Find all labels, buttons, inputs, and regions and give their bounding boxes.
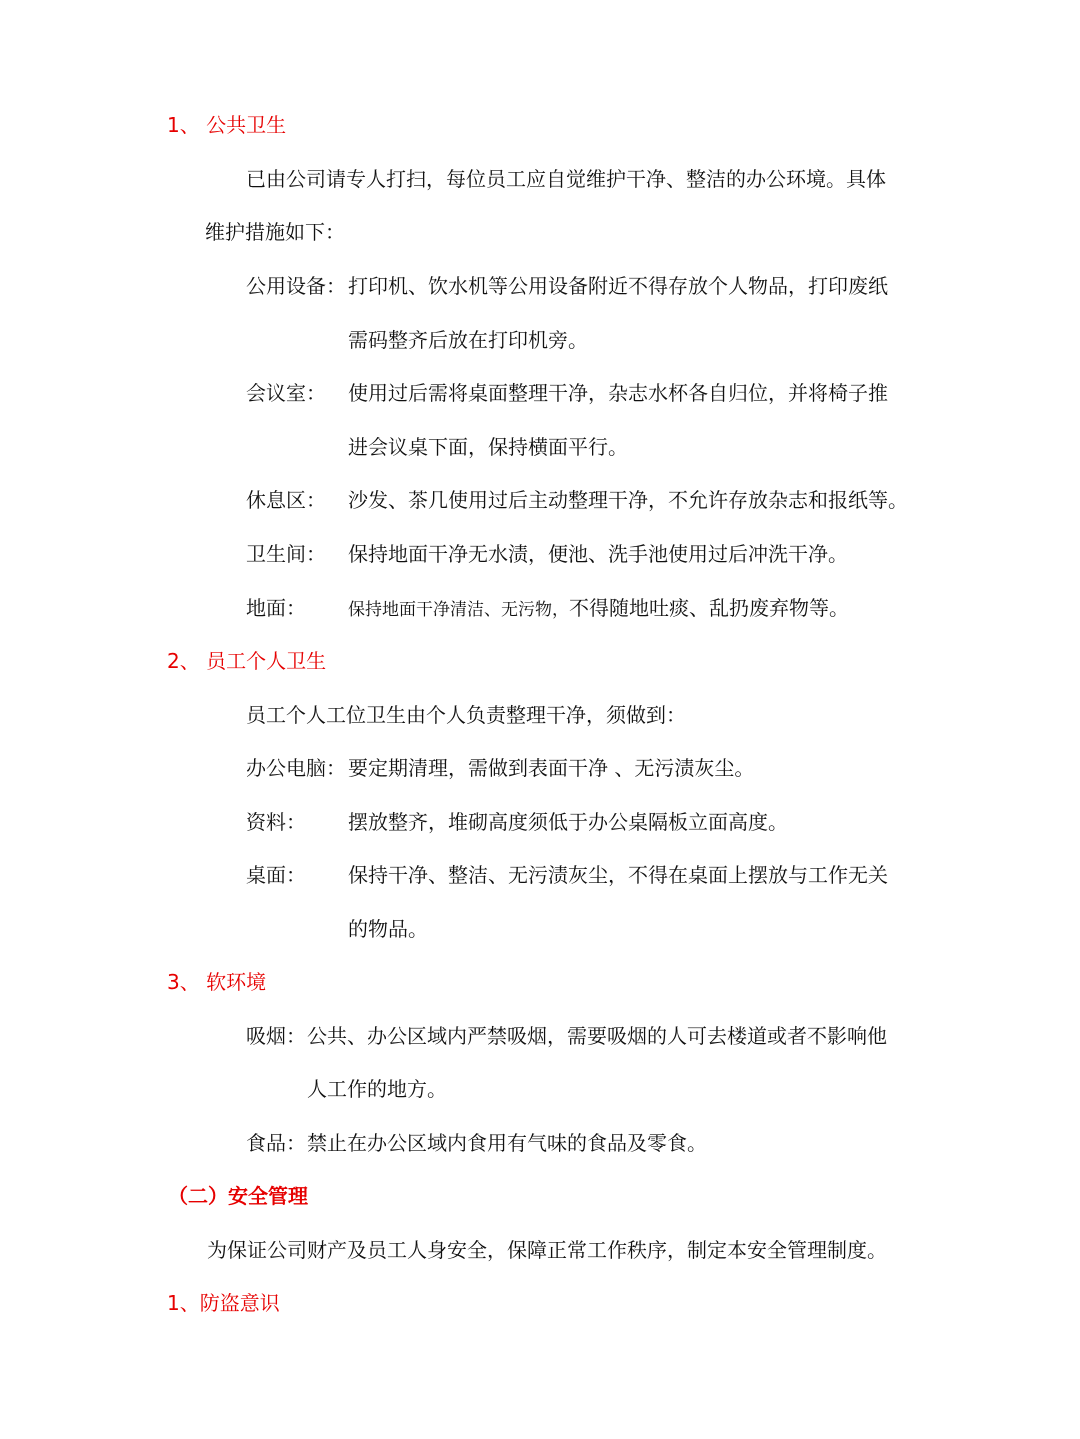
rest-area-label: 休息区： — [246, 488, 326, 512]
heading-personal-hygiene: 2、 员工个人卫生 — [167, 649, 327, 673]
equipment-label: 公用设备： — [246, 274, 346, 298]
smoke-text-line1: 公共、办公区域内严禁吸烟，需要吸烟的人可去楼道或者不影响他 — [307, 1024, 887, 1048]
smoke-text-line2: 人工作的地方。 — [307, 1077, 447, 1101]
floor-label: 地面： — [246, 596, 306, 620]
meeting-room-label: 会议室： — [246, 381, 326, 405]
pc-text: 要定期清理，需做到表面干净 、无污渍灰尘。 — [348, 756, 755, 780]
heading-soft-environment: 3、 软环境 — [167, 970, 267, 994]
public-intro-line2: 维护措施如下： — [205, 220, 345, 244]
desk-label: 桌面： — [246, 863, 306, 887]
food-label: 食品： — [246, 1131, 306, 1155]
smoke-label: 吸烟： — [246, 1024, 306, 1048]
desk-text-line2: 的物品。 — [348, 917, 428, 941]
public-intro-line1: 已由公司请专人打扫，每位员工应自觉维护干净、整洁的办公环境。具体 — [246, 167, 886, 191]
docs-label: 资料： — [246, 810, 306, 834]
desk-text-line1: 保持干净、整洁、无污渍灰尘，不得在桌面上摆放与工作无关 — [348, 863, 888, 887]
heading-anti-theft: 1、防盗意识 — [167, 1291, 280, 1315]
food-text: 禁止在办公区域内食用有气味的食品及零食。 — [307, 1131, 707, 1155]
personal-intro: 员工个人工位卫生由个人负责整理干净，须做到： — [246, 703, 686, 727]
heading-safety-management: （二）安全管理 — [168, 1184, 308, 1208]
floor-text-small: 保持地面干净清洁、无污物， — [348, 600, 569, 620]
toilet-text: 保持地面干净无水渍，便池、洗手池使用过后冲洗干净。 — [348, 542, 848, 566]
docs-text: 摆放整齐，堆砌高度须低于办公桌隔板立面高度。 — [348, 810, 788, 834]
rest-area-text: 沙发、茶几使用过后主动整理干净，不允许存放杂志和报纸等。 — [348, 488, 908, 512]
meeting-room-text-line1: 使用过后需将桌面整理干净，杂志水杯各自归位，并将椅子推 — [348, 381, 888, 405]
pc-label: 办公电脑： — [246, 756, 346, 780]
safety-intro: 为保证公司财产及员工人身安全，保障正常工作秩序，制定本安全管理制度。 — [207, 1238, 887, 1262]
heading-public-hygiene: 1、 公共卫生 — [167, 113, 287, 137]
equipment-text-line2: 需码整齐后放在打印机旁。 — [348, 328, 588, 352]
meeting-room-text-line2: 进会议桌下面，保持横面平行。 — [348, 435, 628, 459]
equipment-text-line1: 打印机、饮水机等公用设备附近不得存放个人物品，打印废纸 — [348, 274, 888, 298]
floor-text-rest: 不得随地吐痰、乱扔废弃物等。 — [569, 596, 849, 620]
floor-text — [348, 594, 849, 624]
toilet-label: 卫生间： — [246, 542, 326, 566]
